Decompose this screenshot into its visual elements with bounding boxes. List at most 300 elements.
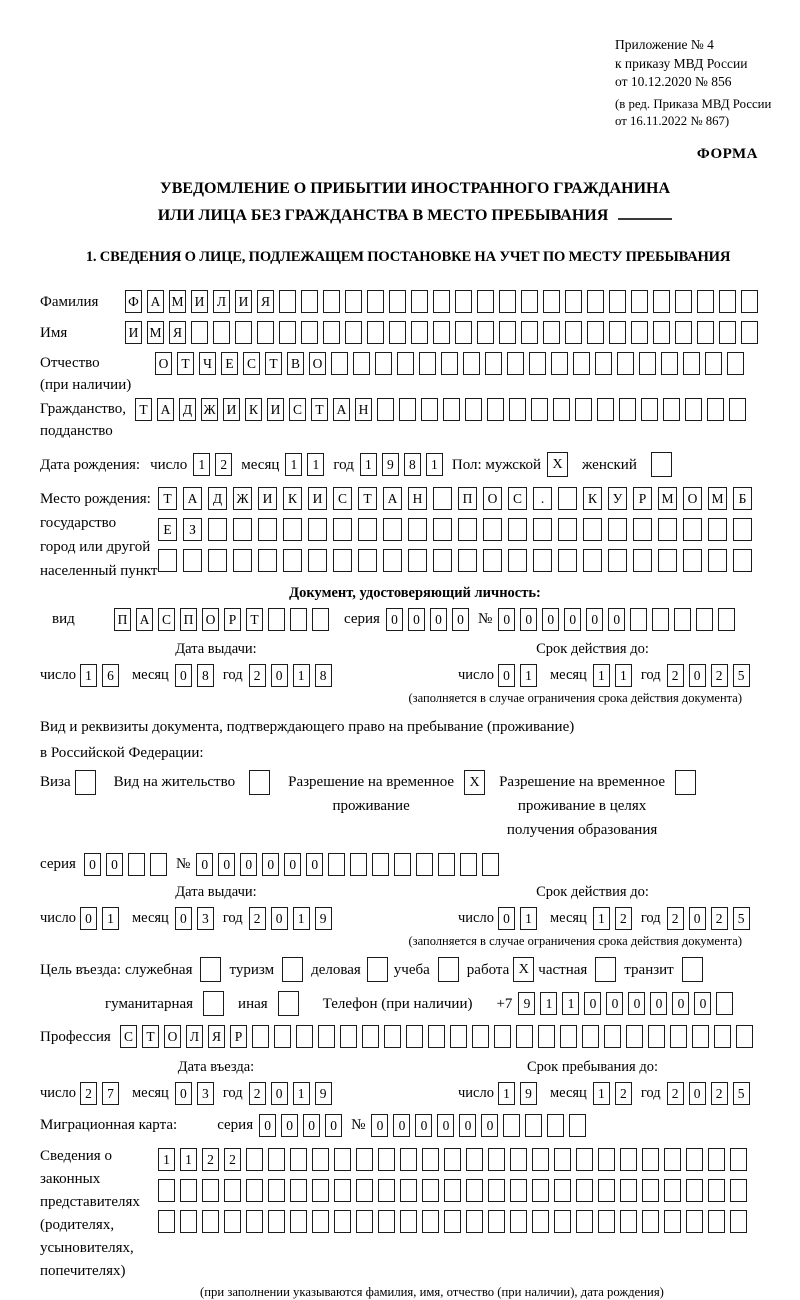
char-cell[interactable] (510, 1179, 527, 1202)
char-cell[interactable] (653, 321, 670, 344)
purpose-commercial-checkbox[interactable] (367, 957, 388, 982)
char-cell[interactable]: 0 (80, 907, 97, 930)
char-cell[interactable] (441, 352, 458, 375)
char-cell[interactable] (670, 1025, 687, 1048)
char-cell[interactable]: 2 (249, 1082, 266, 1105)
char-cell[interactable]: 0 (259, 1114, 276, 1137)
char-cell[interactable] (180, 1210, 197, 1233)
char-cell[interactable] (683, 549, 702, 572)
char-cell[interactable]: 1 (307, 453, 324, 476)
char-cell[interactable]: 0 (218, 853, 235, 876)
char-cell[interactable]: 0 (498, 608, 515, 631)
char-cell[interactable] (708, 549, 727, 572)
char-cell[interactable]: 0 (393, 1114, 410, 1137)
char-cell[interactable]: 0 (84, 853, 101, 876)
char-cell[interactable]: 0 (306, 853, 323, 876)
char-cell[interactable] (202, 1179, 219, 1202)
char-cell[interactable]: 1 (593, 1082, 610, 1105)
char-cell[interactable] (202, 1210, 219, 1233)
char-cell[interactable]: И (125, 321, 142, 344)
char-cell[interactable]: 1 (498, 1082, 515, 1105)
char-cell[interactable]: 1 (158, 1148, 175, 1171)
char-cell[interactable] (521, 321, 538, 344)
char-cell[interactable]: И (308, 487, 327, 510)
char-cell[interactable] (697, 321, 714, 344)
char-cell[interactable] (485, 352, 502, 375)
char-cell[interactable] (730, 1179, 747, 1202)
char-cell[interactable] (312, 1179, 329, 1202)
char-cell[interactable]: О (683, 487, 702, 510)
char-cell[interactable] (466, 1179, 483, 1202)
char-cell[interactable]: Е (221, 352, 238, 375)
char-cell[interactable] (296, 1025, 313, 1048)
char-cell[interactable] (686, 1210, 703, 1233)
char-cell[interactable]: Д (208, 487, 227, 510)
char-cell[interactable]: 2 (215, 453, 232, 476)
char-cell[interactable]: З (183, 518, 202, 541)
char-cell[interactable] (472, 1025, 489, 1048)
char-cell[interactable]: 0 (325, 1114, 342, 1137)
char-cell[interactable]: 0 (606, 992, 623, 1015)
char-cell[interactable] (529, 352, 546, 375)
char-cell[interactable]: О (483, 487, 502, 510)
char-cell[interactable] (499, 321, 516, 344)
char-cell[interactable]: 0 (498, 907, 515, 930)
purpose-study-checkbox[interactable] (438, 957, 459, 982)
char-cell[interactable]: 0 (284, 853, 301, 876)
char-cell[interactable]: 2 (615, 1082, 632, 1105)
char-cell[interactable] (686, 1179, 703, 1202)
char-cell[interactable] (279, 321, 296, 344)
char-cell[interactable]: А (136, 608, 153, 631)
residence-permit-checkbox[interactable] (249, 770, 270, 795)
char-cell[interactable]: 1 (593, 907, 610, 930)
char-cell[interactable] (547, 1114, 564, 1137)
char-cell[interactable] (400, 1210, 417, 1233)
char-cell[interactable]: 0 (481, 1114, 498, 1137)
char-cell[interactable]: О (309, 352, 326, 375)
char-cell[interactable] (378, 1148, 395, 1171)
char-cell[interactable] (719, 321, 736, 344)
char-cell[interactable]: 0 (542, 608, 559, 631)
char-cell[interactable]: 0 (694, 992, 711, 1015)
char-cell[interactable]: 0 (689, 664, 706, 687)
char-cell[interactable]: 0 (689, 907, 706, 930)
char-cell[interactable]: А (157, 398, 174, 421)
char-cell[interactable]: М (658, 487, 677, 510)
char-cell[interactable]: Д (179, 398, 196, 421)
char-cell[interactable] (312, 608, 329, 631)
char-cell[interactable] (543, 290, 560, 313)
char-cell[interactable]: 0 (271, 1082, 288, 1105)
char-cell[interactable]: 5 (733, 907, 750, 930)
char-cell[interactable] (598, 1179, 615, 1202)
char-cell[interactable]: Р (230, 1025, 247, 1048)
char-cell[interactable] (444, 1210, 461, 1233)
char-cell[interactable]: 1 (540, 992, 557, 1015)
char-cell[interactable] (685, 398, 702, 421)
char-cell[interactable]: 1 (562, 992, 579, 1015)
char-cell[interactable]: 2 (711, 1082, 728, 1105)
char-cell[interactable]: М (147, 321, 164, 344)
char-cell[interactable] (642, 1148, 659, 1171)
char-cell[interactable] (362, 1025, 379, 1048)
char-cell[interactable] (150, 853, 167, 876)
char-cell[interactable]: Н (355, 398, 372, 421)
char-cell[interactable] (323, 321, 340, 344)
char-cell[interactable] (308, 549, 327, 572)
char-cell[interactable]: А (183, 487, 202, 510)
char-cell[interactable] (233, 518, 252, 541)
char-cell[interactable] (356, 1210, 373, 1233)
char-cell[interactable] (367, 321, 384, 344)
char-cell[interactable] (334, 1210, 351, 1233)
char-cell[interactable]: 0 (586, 608, 603, 631)
char-cell[interactable] (158, 1179, 175, 1202)
char-cell[interactable]: 1 (615, 664, 632, 687)
char-cell[interactable]: Т (358, 487, 377, 510)
char-cell[interactable] (308, 518, 327, 541)
char-cell[interactable] (333, 549, 352, 572)
char-cell[interactable] (642, 1179, 659, 1202)
char-cell[interactable]: С (120, 1025, 137, 1048)
char-cell[interactable]: 0 (271, 664, 288, 687)
char-cell[interactable]: Т (135, 398, 152, 421)
char-cell[interactable] (312, 1210, 329, 1233)
char-cell[interactable] (569, 1114, 586, 1137)
char-cell[interactable] (433, 518, 452, 541)
char-cell[interactable] (394, 853, 411, 876)
char-cell[interactable]: 0 (672, 992, 689, 1015)
char-cell[interactable] (633, 549, 652, 572)
char-cell[interactable]: 2 (249, 664, 266, 687)
char-cell[interactable] (258, 518, 277, 541)
char-cell[interactable] (482, 853, 499, 876)
char-cell[interactable]: 1 (193, 453, 210, 476)
char-cell[interactable]: О (164, 1025, 181, 1048)
char-cell[interactable]: К (283, 487, 302, 510)
char-cell[interactable] (598, 1148, 615, 1171)
char-cell[interactable]: С (508, 487, 527, 510)
char-cell[interactable]: Б (733, 487, 752, 510)
char-cell[interactable] (213, 321, 230, 344)
char-cell[interactable] (375, 352, 392, 375)
char-cell[interactable]: И (223, 398, 240, 421)
char-cell[interactable] (719, 290, 736, 313)
char-cell[interactable] (576, 1148, 593, 1171)
char-cell[interactable] (400, 1148, 417, 1171)
char-cell[interactable] (683, 352, 700, 375)
char-cell[interactable] (630, 608, 647, 631)
char-cell[interactable] (653, 290, 670, 313)
char-cell[interactable] (433, 487, 452, 510)
char-cell[interactable]: Ж (201, 398, 218, 421)
char-cell[interactable]: Е (158, 518, 177, 541)
char-cell[interactable] (372, 853, 389, 876)
char-cell[interactable] (235, 321, 252, 344)
char-cell[interactable] (416, 853, 433, 876)
visa-checkbox[interactable] (75, 770, 96, 795)
char-cell[interactable] (597, 398, 614, 421)
char-cell[interactable] (707, 398, 724, 421)
char-cell[interactable] (583, 518, 602, 541)
char-cell[interactable]: 1 (102, 907, 119, 930)
char-cell[interactable] (508, 518, 527, 541)
char-cell[interactable] (258, 549, 277, 572)
char-cell[interactable] (708, 1179, 725, 1202)
char-cell[interactable] (736, 1025, 753, 1048)
char-cell[interactable] (433, 321, 450, 344)
char-cell[interactable] (639, 352, 656, 375)
char-cell[interactable] (455, 290, 472, 313)
sex-male-checkbox[interactable]: X (547, 452, 568, 477)
char-cell[interactable] (576, 1179, 593, 1202)
char-cell[interactable] (422, 1179, 439, 1202)
char-cell[interactable]: 0 (196, 853, 213, 876)
char-cell[interactable] (334, 1148, 351, 1171)
char-cell[interactable] (560, 1025, 577, 1048)
char-cell[interactable]: 1 (285, 453, 302, 476)
char-cell[interactable] (516, 1025, 533, 1048)
char-cell[interactable] (323, 290, 340, 313)
char-cell[interactable] (664, 1148, 681, 1171)
char-cell[interactable] (551, 352, 568, 375)
char-cell[interactable] (411, 290, 428, 313)
char-cell[interactable] (729, 398, 746, 421)
char-cell[interactable] (350, 853, 367, 876)
purpose-tourism-checkbox[interactable] (282, 957, 303, 982)
char-cell[interactable] (331, 352, 348, 375)
char-cell[interactable] (246, 1179, 263, 1202)
char-cell[interactable] (283, 518, 302, 541)
char-cell[interactable]: 0 (271, 907, 288, 930)
char-cell[interactable]: 2 (667, 907, 684, 930)
char-cell[interactable] (224, 1179, 241, 1202)
char-cell[interactable] (353, 352, 370, 375)
char-cell[interactable] (619, 398, 636, 421)
purpose-humanitarian-checkbox[interactable] (203, 991, 224, 1016)
char-cell[interactable] (674, 608, 691, 631)
char-cell[interactable] (609, 290, 626, 313)
char-cell[interactable] (290, 1210, 307, 1233)
char-cell[interactable]: Т (177, 352, 194, 375)
char-cell[interactable] (730, 1148, 747, 1171)
char-cell[interactable] (158, 1210, 175, 1233)
char-cell[interactable] (466, 1148, 483, 1171)
char-cell[interactable] (508, 549, 527, 572)
char-cell[interactable]: П (180, 608, 197, 631)
char-cell[interactable]: А (147, 290, 164, 313)
char-cell[interactable] (411, 321, 428, 344)
char-cell[interactable] (565, 290, 582, 313)
char-cell[interactable] (433, 549, 452, 572)
char-cell[interactable]: Я (208, 1025, 225, 1048)
char-cell[interactable]: 0 (415, 1114, 432, 1137)
char-cell[interactable]: 0 (303, 1114, 320, 1137)
char-cell[interactable]: С (289, 398, 306, 421)
char-cell[interactable] (608, 518, 627, 541)
char-cell[interactable] (658, 549, 677, 572)
char-cell[interactable]: Я (169, 321, 186, 344)
char-cell[interactable] (419, 352, 436, 375)
char-cell[interactable]: Т (246, 608, 263, 631)
char-cell[interactable] (509, 398, 526, 421)
char-cell[interactable] (664, 1179, 681, 1202)
char-cell[interactable] (642, 1210, 659, 1233)
char-cell[interactable] (208, 549, 227, 572)
char-cell[interactable] (477, 290, 494, 313)
char-cell[interactable] (301, 321, 318, 344)
char-cell[interactable]: 6 (102, 664, 119, 687)
char-cell[interactable]: 9 (520, 1082, 537, 1105)
char-cell[interactable]: 1 (293, 664, 310, 687)
char-cell[interactable] (697, 290, 714, 313)
char-cell[interactable] (692, 1025, 709, 1048)
char-cell[interactable] (208, 518, 227, 541)
char-cell[interactable] (334, 1179, 351, 1202)
char-cell[interactable] (450, 1025, 467, 1048)
char-cell[interactable]: 0 (498, 664, 515, 687)
char-cell[interactable]: Т (265, 352, 282, 375)
char-cell[interactable] (510, 1210, 527, 1233)
char-cell[interactable] (183, 549, 202, 572)
char-cell[interactable] (620, 1179, 637, 1202)
char-cell[interactable] (444, 1179, 461, 1202)
char-cell[interactable] (488, 1148, 505, 1171)
char-cell[interactable]: Ж (233, 487, 252, 510)
char-cell[interactable] (587, 321, 604, 344)
char-cell[interactable] (675, 321, 692, 344)
char-cell[interactable]: 0 (430, 608, 447, 631)
char-cell[interactable]: 1 (426, 453, 443, 476)
char-cell[interactable] (658, 518, 677, 541)
char-cell[interactable]: 5 (733, 1082, 750, 1105)
temp-permit-checkbox[interactable]: X (464, 770, 485, 795)
char-cell[interactable]: 9 (315, 1082, 332, 1105)
char-cell[interactable]: П (458, 487, 477, 510)
char-cell[interactable] (356, 1148, 373, 1171)
char-cell[interactable] (252, 1025, 269, 1048)
char-cell[interactable]: 0 (175, 907, 192, 930)
char-cell[interactable] (465, 398, 482, 421)
edu-permit-checkbox[interactable] (675, 770, 696, 795)
char-cell[interactable] (356, 1179, 373, 1202)
char-cell[interactable] (604, 1025, 621, 1048)
char-cell[interactable]: И (235, 290, 252, 313)
char-cell[interactable] (458, 549, 477, 572)
char-cell[interactable] (532, 1210, 549, 1233)
char-cell[interactable]: 3 (197, 1082, 214, 1105)
char-cell[interactable] (598, 1210, 615, 1233)
char-cell[interactable] (383, 549, 402, 572)
char-cell[interactable] (408, 549, 427, 572)
char-cell[interactable] (708, 1210, 725, 1233)
char-cell[interactable] (318, 1025, 335, 1048)
char-cell[interactable]: 1 (520, 907, 537, 930)
char-cell[interactable] (233, 549, 252, 572)
char-cell[interactable]: С (243, 352, 260, 375)
char-cell[interactable]: С (333, 487, 352, 510)
sex-female-checkbox[interactable] (651, 452, 672, 477)
char-cell[interactable] (727, 352, 744, 375)
char-cell[interactable] (583, 549, 602, 572)
char-cell[interactable] (708, 1148, 725, 1171)
char-cell[interactable]: С (158, 608, 175, 631)
char-cell[interactable]: 8 (197, 664, 214, 687)
char-cell[interactable] (705, 352, 722, 375)
char-cell[interactable]: А (383, 487, 402, 510)
char-cell[interactable]: И (258, 487, 277, 510)
char-cell[interactable] (460, 853, 477, 876)
char-cell[interactable] (664, 1210, 681, 1233)
char-cell[interactable]: 8 (315, 664, 332, 687)
char-cell[interactable] (483, 549, 502, 572)
char-cell[interactable] (246, 1210, 263, 1233)
char-cell[interactable] (488, 1179, 505, 1202)
char-cell[interactable] (378, 1179, 395, 1202)
char-cell[interactable]: 0 (520, 608, 537, 631)
char-cell[interactable] (521, 290, 538, 313)
char-cell[interactable]: 0 (371, 1114, 388, 1137)
char-cell[interactable] (608, 549, 627, 572)
char-cell[interactable]: П (114, 608, 131, 631)
char-cell[interactable]: 0 (452, 608, 469, 631)
char-cell[interactable] (290, 1148, 307, 1171)
char-cell[interactable]: 3 (197, 907, 214, 930)
char-cell[interactable] (367, 290, 384, 313)
char-cell[interactable] (499, 290, 516, 313)
char-cell[interactable] (554, 1148, 571, 1171)
char-cell[interactable] (384, 1025, 401, 1048)
char-cell[interactable] (708, 518, 727, 541)
char-cell[interactable] (268, 608, 285, 631)
char-cell[interactable] (510, 1148, 527, 1171)
char-cell[interactable]: Т (158, 487, 177, 510)
char-cell[interactable]: 0 (386, 608, 403, 631)
char-cell[interactable]: Ч (199, 352, 216, 375)
char-cell[interactable] (268, 1179, 285, 1202)
char-cell[interactable] (565, 321, 582, 344)
char-cell[interactable]: Т (142, 1025, 159, 1048)
char-cell[interactable]: Л (186, 1025, 203, 1048)
char-cell[interactable] (443, 398, 460, 421)
char-cell[interactable]: 1 (593, 664, 610, 687)
char-cell[interactable]: А (333, 398, 350, 421)
char-cell[interactable]: О (202, 608, 219, 631)
char-cell[interactable] (487, 398, 504, 421)
char-cell[interactable] (257, 321, 274, 344)
char-cell[interactable]: 2 (80, 1082, 97, 1105)
char-cell[interactable]: 1 (360, 453, 377, 476)
char-cell[interactable] (301, 290, 318, 313)
char-cell[interactable] (345, 290, 362, 313)
char-cell[interactable]: 0 (240, 853, 257, 876)
char-cell[interactable]: Т (311, 398, 328, 421)
char-cell[interactable]: Ф (125, 290, 142, 313)
char-cell[interactable] (358, 518, 377, 541)
char-cell[interactable] (686, 1148, 703, 1171)
char-cell[interactable] (648, 1025, 665, 1048)
char-cell[interactable] (180, 1179, 197, 1202)
char-cell[interactable] (554, 1179, 571, 1202)
char-cell[interactable] (433, 290, 450, 313)
char-cell[interactable] (488, 1210, 505, 1233)
char-cell[interactable]: К (583, 487, 602, 510)
char-cell[interactable] (158, 549, 177, 572)
char-cell[interactable] (466, 1210, 483, 1233)
char-cell[interactable] (626, 1025, 643, 1048)
char-cell[interactable]: 2 (667, 1082, 684, 1105)
